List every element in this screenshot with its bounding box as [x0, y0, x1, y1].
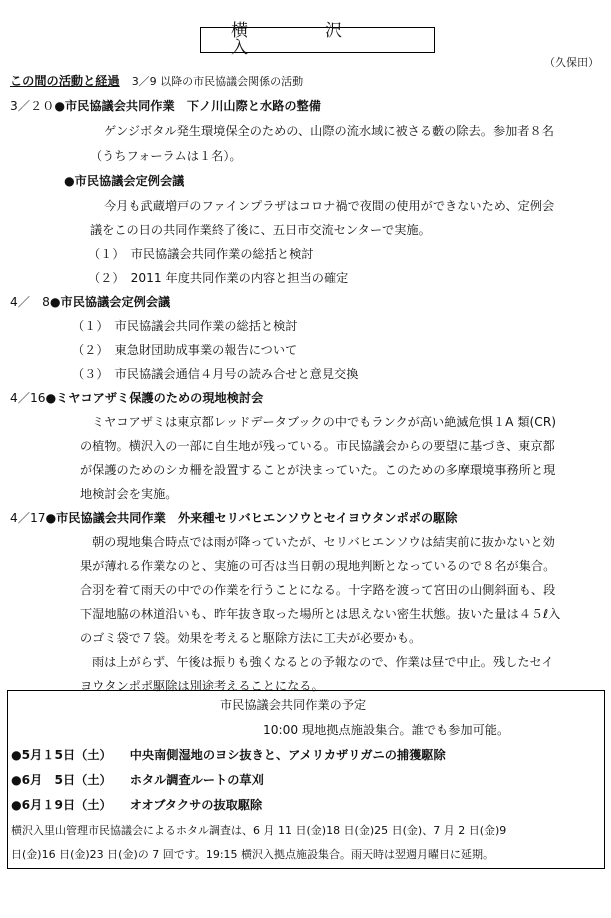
entry-body-line: のゴミ袋で７袋。効果を考えると駆除方法に工夫が必要かも。 [80, 631, 422, 645]
list-item: （１） 市民協議会共同作業の総括と検討 [72, 319, 298, 333]
entry-0408-header [10, 296, 170, 308]
entry-body-line: の植物。横沢入の一部に自生地が残っている。市民協議会からの要望に基づき、東京都 [80, 439, 555, 453]
entry-body-line: 合羽を着て雨天の中での作業を行うことになる。十字路を渡って宮田の山側斜面も、段 [80, 583, 556, 597]
schedule-date: ●6月 5日（土） [11, 773, 112, 787]
entry-body-line: が保護のためのシカ柵を設置することが決まっていた。このための多摩環境事務所と現 [80, 463, 556, 477]
entry-body-line: ミヤコアザミは東京都レッドデータブックの中でもランクが高い絶滅危惧１A 類(CR) [92, 415, 557, 429]
entry-body-line: 朝の現地集合時点では雨が降っていたが、セリバヒエンソウは結実前に抜かないと効 [92, 535, 555, 549]
section-subheading: 3／9 以降の市民協議会関係の活動 [131, 75, 304, 88]
schedule-item [11, 799, 262, 811]
schedule-task: オオブタクサの抜取駆除 [129, 798, 263, 812]
schedule-box [7, 690, 605, 869]
entry-body-line: 今月も武蔵増戸のファインプラザはコロナ禍で夜間の使用ができないため、定例会 [104, 199, 555, 213]
firefly-survey-note: 日(金)16 日(金)23 日(金)の 7 回です。19:15 横沢入拠点施設集合。雨天時は翌週月曜日に延期。 [11, 848, 495, 861]
entry-title: ●市民協議会共同作業 外来種セリバヒエンソウとセイヨウタンポポの駆除 [45, 511, 458, 525]
firefly-survey-note: 横沢入里山管理市民協議会によるホタル調査は、6 月 11 日(金)18 日(金)25 日(金)、7 月 2 日(金)9 [11, 824, 507, 837]
entry-body-line: ゲンジボタル発生環境保全のための、山際の流水域に被さる藪の除去。参加者８名 [104, 124, 554, 138]
entry-body-line: 下湿地脇の林道沿いも、昨年抜き取った場所とは思えない密生状態。抜いた量は４５ℓ入 [80, 607, 561, 621]
entry-body-line: 地検討会を実施。 [80, 487, 178, 501]
entry-title: ●市民協議会定例会議 [64, 174, 185, 188]
entry-title: ●ミヤコアザミ保護のための現地検討会 [45, 391, 264, 405]
entry-title: ●市民協議会定例会議 [49, 295, 171, 309]
author-label: （久保田） [544, 56, 599, 69]
entry-body-line: 議をこの日の共同作業終了後に、五日市交流センターで実施。 [90, 223, 431, 237]
list-item: （２） 東急財団助成事業の報告について [72, 343, 298, 357]
list-item: （３） 市民協議会通信４月号の読み合せと意見交換 [72, 367, 359, 381]
section-header [10, 75, 303, 87]
entry-date: 4／ 8 [10, 295, 50, 309]
schedule-date: ●5月１5日（土） [11, 748, 112, 762]
schedule-item [11, 749, 446, 761]
entry-body-line: （うちフォーラムは１名）。 [90, 149, 242, 163]
section-heading: この間の活動と経過 [10, 74, 120, 88]
schedule-meeting-note: 10:00 現地拠点施設集合。誰でも参加可能。 [263, 723, 510, 737]
schedule-task: 中央南側湿地のヨシ抜きと、アメリカザリガニの捕獲駆除 [129, 748, 446, 762]
schedule-task: ホタル調査ルートの草刈 [129, 773, 264, 787]
entry-0320-header [10, 100, 321, 112]
list-item: （２） 2011 年度共同作業の内容と担当の確定 [88, 271, 349, 285]
entry-date: 4／16 [10, 391, 46, 405]
entry-date: 3／２０ [10, 99, 55, 113]
entry-body-line: ヨウタンポポ駆除は別途考えることになる。 [80, 679, 324, 693]
entry-title: ●市民協議会共同作業 下ノ川山際と水路の整備 [54, 99, 321, 113]
page-title: 横 沢 入 [200, 27, 435, 53]
entry-date: 4／17 [10, 511, 46, 525]
schedule-date: ●6月１9日（土） [11, 798, 112, 812]
entry-body-line: 雨は上がらず、午後は振りも強くなるとの予報なので、作業は昼で中止。残したセイ [92, 655, 554, 669]
entry-0416-header [10, 392, 263, 404]
entry-body-line: 果が薄れる作業なのと、実施の可否は当日朝の現地判断となっているので８名が集合。 [80, 559, 556, 573]
entry-0417-header [10, 512, 457, 524]
schedule-item [11, 774, 264, 786]
list-item: （１） 市民協議会共同作業の総括と検討 [88, 247, 314, 261]
schedule-heading: 市民協議会共同作業の予定 [220, 698, 367, 712]
